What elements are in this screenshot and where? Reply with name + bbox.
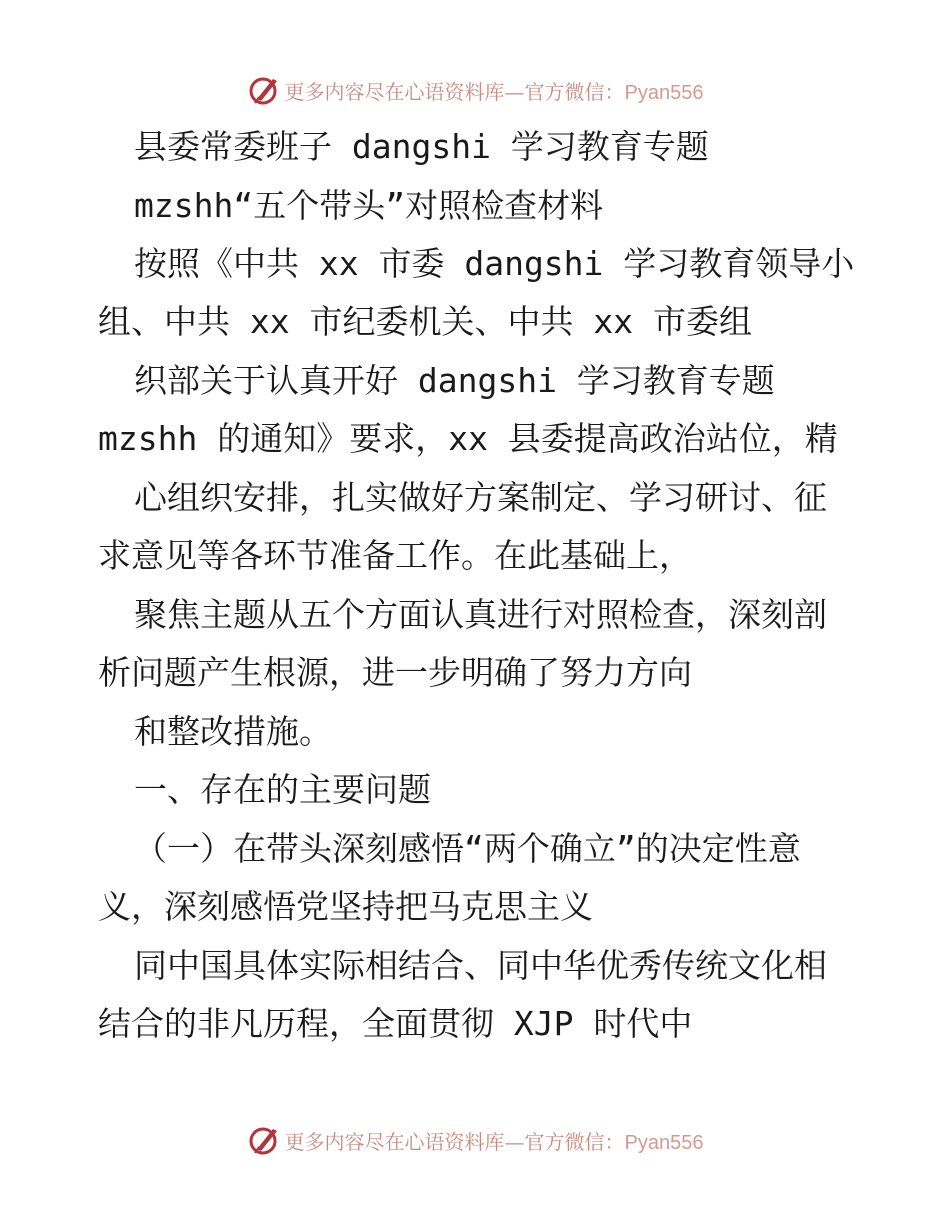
doc-line: 和整改措施。 (134, 712, 332, 751)
footer-banner (0, 1120, 950, 1160)
doc-line: 同中国具体实际相结合、同中华优秀传统文化相 (134, 946, 827, 985)
subsection-heading: （一）在带头深刻感悟“两个确立”的决定性意 (134, 829, 801, 868)
doc-line: 求意见等各环节准备工作。在此基础上， (98, 536, 692, 575)
header-banner-text: 更多内容尽在心语资料库—官方微信：Pyan556 (284, 79, 704, 104)
doc-line: 聚焦主题从五个方面认真进行对照检查，深刻剖 (134, 595, 827, 634)
doc-line: 义，深刻感悟党坚持把马克思主义 (98, 887, 593, 926)
doc-line-title-1: 县委常委班子 dangshi 学习教育专题 (134, 127, 709, 166)
doc-line-title-2: mzshh“五个带头”对照检查材料 (134, 186, 604, 225)
doc-line: 织部关于认真开好 dangshi 学习教育专题 (134, 361, 775, 400)
section-heading: 一、存在的主要问题 (134, 770, 431, 809)
doc-line: 组、中共 xx 市纪委机关、中共 xx 市委组 (98, 302, 752, 341)
doc-line: 析问题产生根源，进一步明确了努力方向 (98, 653, 692, 692)
doc-line: 按照《中共 xx 市委 dangshi 学习教育领导小 (134, 244, 855, 283)
doc-line: 结合的非凡历程，全面贯彻 XJP 时代中 (98, 1004, 693, 1043)
doc-line: 心组织安排，扎实做好方案制定、学习研讨、征 (134, 478, 827, 517)
quill-pen-circle-icon (247, 1123, 281, 1157)
doc-line: mzshh 的通知》要求，xx 县委提高政治站位，精 (98, 419, 838, 458)
footer-banner-text: 更多内容尽在心语资料库—官方微信：Pyan556 (284, 1129, 704, 1154)
